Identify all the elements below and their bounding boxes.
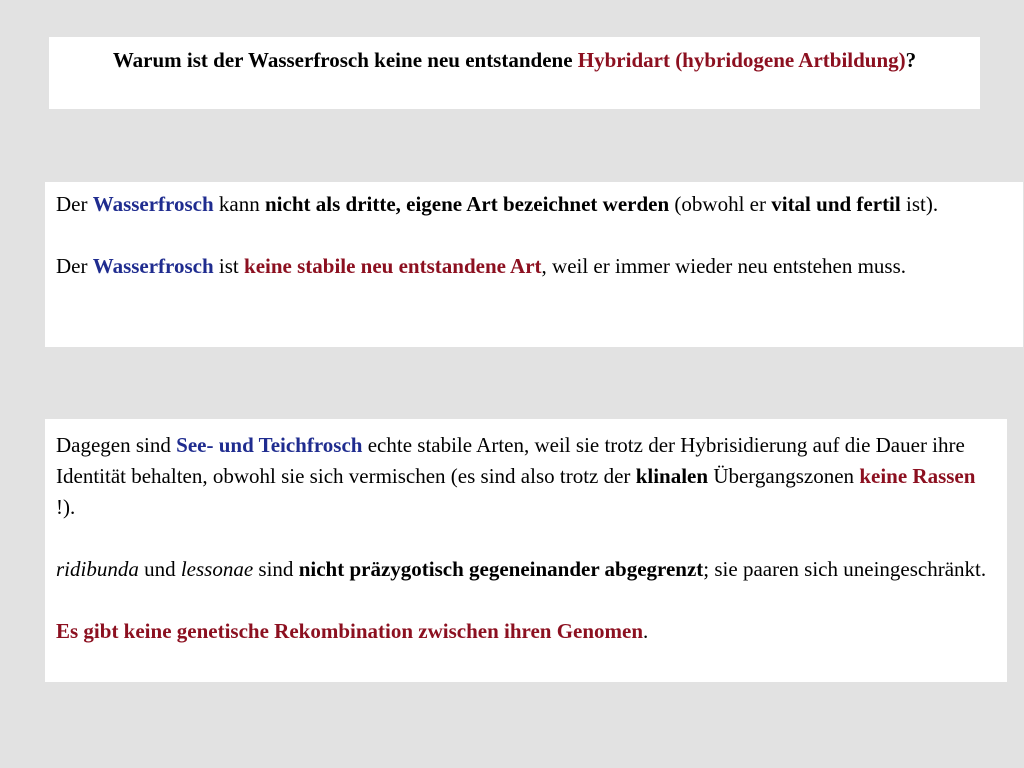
- term-wasserfrosch: Wasserfrosch: [92, 192, 214, 216]
- text-run: ist).: [900, 192, 939, 216]
- text-run: !).: [56, 495, 76, 519]
- emphasis-text: klinalen: [635, 464, 709, 488]
- paragraph-not-third-species: [56, 189, 1013, 220]
- title-end: ?: [905, 48, 917, 72]
- species-name-ridibunda: ridibunda: [56, 557, 139, 581]
- text-run: echte stabile Arten, weil sie trotz der Hybrisidierung auf die Dauer ihre Identität behalten, obwohl sie sich vermischen (es sind also trotz der: [56, 433, 965, 488]
- emphasis-red-text: keine stabile neu entstandene Art: [244, 254, 542, 278]
- text-run: .: [643, 619, 649, 643]
- title-highlight: Hybridart (hybridogene Artbildung): [577, 48, 906, 72]
- text-run: ; sie paaren sich uneingeschränkt.: [703, 557, 987, 581]
- emphasis-text: nicht als dritte, eigene Art bezeichnet werden: [265, 192, 670, 216]
- slide-title: [49, 37, 980, 109]
- paragraph-no-recombination: [56, 616, 997, 647]
- emphasis-text: nicht präzygotisch gegeneinander abgegrenzt: [298, 557, 704, 581]
- term-wasserfrosch: Wasserfrosch: [92, 254, 214, 278]
- term-see-teichfrosch: See- und Teichfrosch: [176, 433, 363, 457]
- emphasis-text: vital und fertil: [771, 192, 901, 216]
- text-run: ist: [213, 254, 245, 278]
- paragraph-gap: [56, 220, 1013, 251]
- text-run: Der: [56, 254, 93, 278]
- text-run: sind: [253, 557, 299, 581]
- paragraph-not-stable: [56, 251, 1013, 282]
- paragraph-gap: [56, 523, 997, 554]
- emphasis-red-text: keine Rassen: [859, 464, 976, 488]
- text-run: und: [138, 557, 181, 581]
- text-block-see-teichfrosch: [45, 419, 1007, 682]
- text-run: Der: [56, 192, 93, 216]
- text-block-wasserfrosch: [45, 182, 1023, 347]
- paragraph-stable-species: [56, 430, 997, 523]
- paragraph-not-prezygotic: [56, 554, 997, 585]
- paragraph-gap: [56, 585, 997, 616]
- emphasis-red-text: Es gibt keine genetische Rekombination zwischen ihren Genomen: [56, 619, 644, 643]
- text-run: , weil er immer wieder neu entstehen muss.: [541, 254, 907, 278]
- title-text: Warum ist der Wasserfrosch keine neu entstandene: [112, 48, 578, 72]
- text-run: (obwohl er: [669, 192, 772, 216]
- text-run: kann: [213, 192, 265, 216]
- species-name-lessonae: lessonae: [180, 557, 254, 581]
- text-run: Dagegen sind: [56, 433, 177, 457]
- text-run: Übergangszonen: [708, 464, 860, 488]
